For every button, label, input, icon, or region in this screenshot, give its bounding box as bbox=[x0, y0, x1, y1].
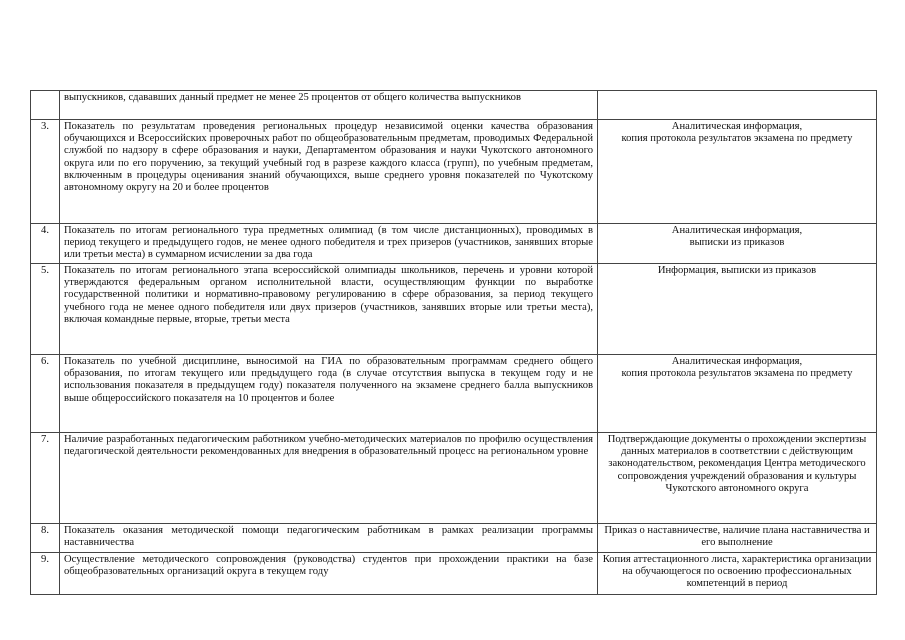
row-documents: Копия аттестационного листа, характеристика организации на обучающегося по освоению профессиональных компетенций в период bbox=[598, 553, 877, 595]
row-documents bbox=[598, 91, 877, 120]
row-number: 7. bbox=[31, 433, 60, 524]
row-documents: Информация, выписки из приказов bbox=[598, 264, 877, 355]
row-description: Показатель по итогам регионального тура предметных олимпиад (в том числе дистанционных), проводимых в период текущего и предыдущего годов, не менее одного победителя и трех призеров (участников, занявших вторые или третьи места) в суммарном исчислении за два года bbox=[60, 224, 598, 264]
row-number bbox=[31, 91, 60, 120]
table-row bbox=[31, 355, 877, 433]
row-description: Показатель по результатам проведения региональных процедур независимой оценки качества образования обучающихся и Всероссийских проверочных работ по общеобразовательным предметам, проводимых Федеральной службой по надзору в сфере образования и науки, Департаментом образования и науки Чукотского автономного округа или по его поручению, за текущий учебный год в разрезе каждого класса (групп), по учебным предметам, включенным в процедуры оценивания знаний обучающихся, выше среднего уровня показателей по Чукотскому автономному округу на 20 и более процентов bbox=[60, 120, 598, 224]
row-description: Наличие разработанных педагогическим работником учебно-методических материалов по профилю осуществления педагогической деятельности рекомендованных для внедрения в образовательный процесс на региональном уровне bbox=[60, 433, 598, 524]
row-description: Показатель по учебной дисциплине, выносимой на ГИА по образовательным программам среднего общего образования, по итогам текущего или предыдущего года (в случае отсутствия выпуска в текущем году и не использования показателя в предыдущем году) показателя полученного на экзамене среднего балла выпускников выше общероссийского показателя на 10 процентов и более bbox=[60, 355, 598, 433]
row-number: 5. bbox=[31, 264, 60, 355]
row-number: 3. bbox=[31, 120, 60, 224]
row-documents: Аналитическая информация, копия протокола результатов экзамена по предмету bbox=[598, 355, 877, 433]
row-description: Показатель оказания методической помощи педагогическим работникам в рамках реализации программы наставничества bbox=[60, 524, 598, 553]
table-row bbox=[31, 264, 877, 355]
row-description: выпускников, сдававших данный предмет не менее 25 процентов от общего количества выпускников bbox=[60, 91, 598, 120]
table-row bbox=[31, 433, 877, 524]
table-row bbox=[31, 224, 877, 264]
criteria-table bbox=[30, 90, 877, 595]
row-documents: Подтверждающие документы о прохождении экспертизы данных материалов в соответствии с действующим законодательством, рекомендация Центра методического сопровождения учреждений образования и культуры Чукотского автономного округа bbox=[598, 433, 877, 524]
row-description: Показатель по итогам регионального этапа всероссийской олимпиады школьников, перечень и уровни которой утверждаются федеральным органом исполнительной власти, осуществляющим функции по выработке государственной политики и нормативно-правовому регулированию в сфере образования, за период текущего учебного года не менее одного победителя или двух призеров (участников, занявших вторые или третьи места), включая командные первые, вторые, третьи места bbox=[60, 264, 598, 355]
table-row bbox=[31, 553, 877, 595]
table-row bbox=[31, 91, 877, 120]
row-description: Осуществление методического сопровождения (руководства) студентов при прохождении практики на базе общеобразовательных организаций округа в текущем году bbox=[60, 553, 598, 595]
table-row bbox=[31, 120, 877, 224]
row-number: 6. bbox=[31, 355, 60, 433]
table-row bbox=[31, 524, 877, 553]
row-documents: Приказ о наставничестве, наличие плана наставничества и его выполнение bbox=[598, 524, 877, 553]
row-number: 8. bbox=[31, 524, 60, 553]
row-documents: Аналитическая информация, копия протокола результатов экзамена по предмету bbox=[598, 120, 877, 224]
row-number: 9. bbox=[31, 553, 60, 595]
row-number: 4. bbox=[31, 224, 60, 264]
row-documents: Аналитическая информация, выписки из приказов bbox=[598, 224, 877, 264]
